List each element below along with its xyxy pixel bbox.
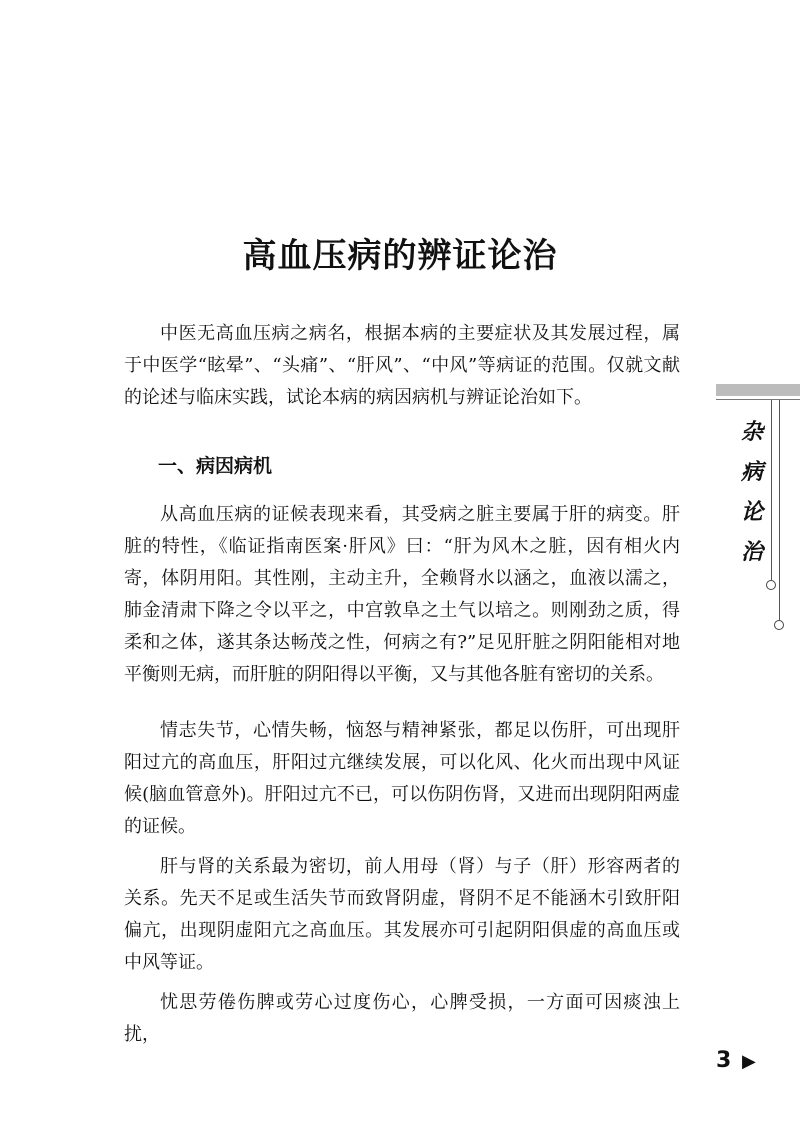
side-tab-char: 病 — [740, 459, 763, 485]
side-tab-divider — [716, 399, 800, 400]
intro-paragraph: 中医无高血压病之病名，根据本病的主要症状及其发展过程，属于中医学“眩晕”、“头痛”、“肝风”、“中风”等病证的范围。仅就文献的论述与临床实践，试论本病的病因病机与辨证论治如下。 — [124, 323, 680, 408]
body-paragraph-1: 从高血压病的证候表现来看，其受病之脏主要属于肝的病变。肝脏的特性，《临证指南医案·肝风》曰：“肝为风木之脏，因有相火内寄，体阴用阳。其性刚，主动主升，全赖肾水以涵之，血液以濡之，肺金清肃下降之令以平之，中宫敦阜之土气以培之。则刚劲之质，得柔和之体，遂其条达畅茂之性，何病之有?”足见肝脏之阴阳能相对地平衡则无病，而肝脏的阴阳得以平衡，又与其他各脏有密切的关系。 — [124, 504, 680, 685]
hanging-thread-left — [771, 400, 772, 580]
hanging-thread-right — [779, 400, 780, 620]
side-tab-char: 治 — [740, 539, 763, 565]
page-arrow-icon: ▶ — [742, 1051, 756, 1072]
hanging-bead-left — [766, 580, 776, 590]
body-paragraph-2: 情志失节，心情失畅，恼怒与精神紧张，都足以伤肝，可出现肝阳过亢的高血压，肝阳过亢继续发展，可以化风、化火而出现中风证候(脑血管意外)。肝阳过亢不已，可以伤阴伤肾，又进而出现阴阳两虚的证候。 — [124, 720, 680, 837]
side-tab-char: 杂 — [740, 419, 763, 445]
body-paragraph-3: 肝与肾的关系最为密切，前人用母（肾）与子（肝）形容两者的关系。先天不足或生活失节而致肾阴虚，肾阴不足不能涵木引致肝阳偏亢，出现阴虚阳亢之高血压。其发展亦可引起阴阳俱虚的高血压或中风等证。 — [124, 856, 680, 973]
body-paragraph-4: 忧思劳倦伤脾或劳心过度伤心，心脾受损，一方面可因痰浊上扰， — [124, 992, 680, 1045]
side-tab-bar — [716, 384, 800, 396]
section-heading: 一、病因病机 — [158, 455, 273, 477]
side-tab-char: 论 — [740, 499, 763, 525]
hanging-bead-right — [774, 620, 784, 630]
page-title: 高血压病的辨证论治 — [242, 236, 558, 276]
page-number: 3 — [716, 1048, 732, 1073]
